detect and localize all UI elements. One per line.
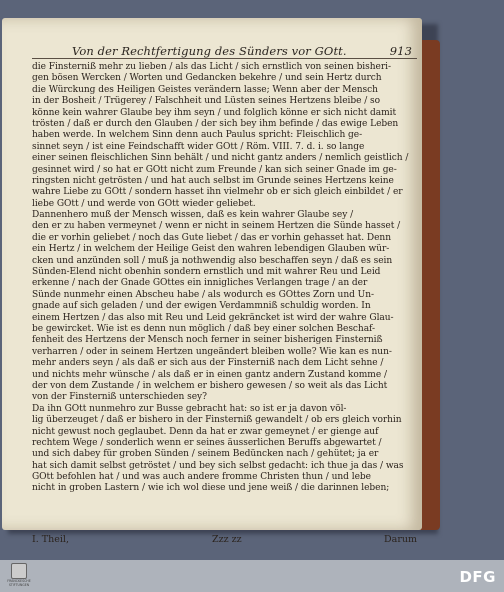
text-line: in der Bosheit / Trügerey / Falschheit und Lüsten seines Hertzens bleibe / so [32,96,381,107]
text-line: einem Hertzen / das also mit Reu und Leid gekräncket ist wird der wahre Glau- [32,312,394,323]
viewer-bottom-bar [0,560,504,592]
text-line: die er vorhin geliebet / noch das Gute liebet / das er vorhin gehasset hat. Denn [32,232,391,243]
scanned-page [2,18,422,545]
catchword: Darum [384,534,417,545]
text-line: die Würckung des Heiligen Geistes verändern lasse; Wenn aber der Mensch [32,84,378,95]
text-line: lig überzeuget / daß er bishero in der Finsterniß gewandelt / ob ers gleich vorhin [32,415,402,426]
text-line: und sich dabey für groben Sünden / seinem Bedüncken nach / gehütet; ja er [32,449,379,460]
signature-mark: Zzz zz [212,534,242,545]
header-title: Von der Rechtfertigung des Sünders vor GOtt. [72,44,347,58]
text-line: be gewircket. Wie ist es denn nun möglich / daß bey einer solchen Beschaf- [32,323,376,334]
text-line: Dannenhero muß der Mensch wissen, daß es kein wahrer Glaube sey / [32,210,354,221]
text-line: verharren / oder in seinem Hertzen ungeändert bleiben wolle? Wie kan es nun- [32,346,392,357]
text-line: ein Hertz / in welchem der Heilige Geist den wahren lebendigen Glauben wür- [32,244,390,255]
header-rule [32,58,417,59]
library-emblem-icon [11,563,27,579]
page-number: 913 [389,44,412,58]
text-line: Da ihn GOtt nunmehro zur Busse gebracht hat: so ist er ja davon völ- [32,403,347,414]
text-line: sinnet seyn / ist eine Feindschafft wider GOtt / Röm. VIII. 7. d. i. so lange [32,141,365,152]
text-line: Sünden-Elend nicht obenhin sondern ernstlich und mit wahrer Reu und Leid [32,267,381,278]
page-footer [32,534,417,546]
text-line: und nichts mehr wünsche / als daß er in einen gantz andern Zustand komme / [32,369,387,380]
text-line: mehr anders seyn / als daß er sich aus der Finsterniß nach dem Licht sehne / [32,358,384,369]
text-line: der von dem Zustande / in welchem er bishero gewesen / so weit als das Licht [32,380,388,391]
body-text [32,62,417,495]
text-line: den er zu haben vermeynet / wenn er nicht in seinem Hertzen die Sünde hasset / [32,221,401,232]
text-line: einer seinen fleischlichen Sinn behält / und nicht gantz anders / nemlich geistlich / [32,153,409,164]
volume-label: I. Theil, [32,534,69,545]
text-line: erkenne / nach der Gnade GOttes ein innigliches Verlangen trage / an der [32,278,368,289]
text-line: gesinnet wird / so hat er GOtt nicht zum Freunde / kan sich seiner Gnade im ge- [32,164,397,175]
library-logo-text: FRANCKESCHE STIFTUNGEN [7,579,31,587]
text-line: haben werde. In welchem Sinn denn auch Paulus spricht: Fleischlich ge- [32,130,363,141]
text-line: gen bösen Wercken / Worten und Gedancken bekehre / und sein Hertz durch [32,73,382,84]
text-line: Sünde nunmehr einen Abscheu habe / als wodurch es GOttes Zorn und Un- [32,289,375,300]
text-line: könne kein wahrer Glaube bey ihm seyn / und folglich könne er sich nicht damit [32,107,397,118]
text-line: fenheit des Hertzens der Mensch noch ferner in seiner bisherigen Finsterniß [32,335,383,346]
text-line: liebe GOtt / und werde von GOtt wieder geliebet. [32,198,256,209]
library-logo[interactable] [4,562,34,590]
text-line: GOtt befohlen hat / und was auch andere fromme Christen thun / und lebe [32,472,371,483]
book-cover-edge [420,40,440,530]
text-line: cken und anzünden soll / muß ja nothwendig also beschaffen seyn / daß es sein [32,255,393,266]
text-line: trösten / daß er durch den Glauben / der sich bey ihm befinde / das ewige Leben [32,118,399,129]
text-line: nicht gewust noch geglaubet. Denn da hat er zwar gemeynet / er gienge auf [32,426,379,437]
text-line: nicht in groben Lastern / wie ich wol diese und jene weiß / die darinnen leben; [32,483,390,494]
dfg-logo[interactable]: DFG [459,568,496,586]
text-line: ringsten nicht getrösten / und hat auch selbst im Grunde seines Hertzens keine [32,175,394,186]
text-line: hat sich damit selbst getröstet / und bey sich selbst gedacht: ich thue ja das / was [32,460,404,471]
text-line: von der Finsterniß unterschieden sey? [32,392,207,403]
text-line: wahre Liebe zu GOtt / sondern hasset ihn vielmehr ob er sich gleich einbildet / er [32,187,403,198]
text-line: die Finsterniß mehr zu lieben / als das Licht / sich ernstlich von seinen bisheri- [32,62,391,72]
text-line: rechtem Wege / sonderlich wenn er seines äusserlichen Beruffs abgewartet / [32,437,382,448]
text-line: gnade auf sich geladen / und der ewigen Verdammniß schuldig worden. In [32,301,371,312]
